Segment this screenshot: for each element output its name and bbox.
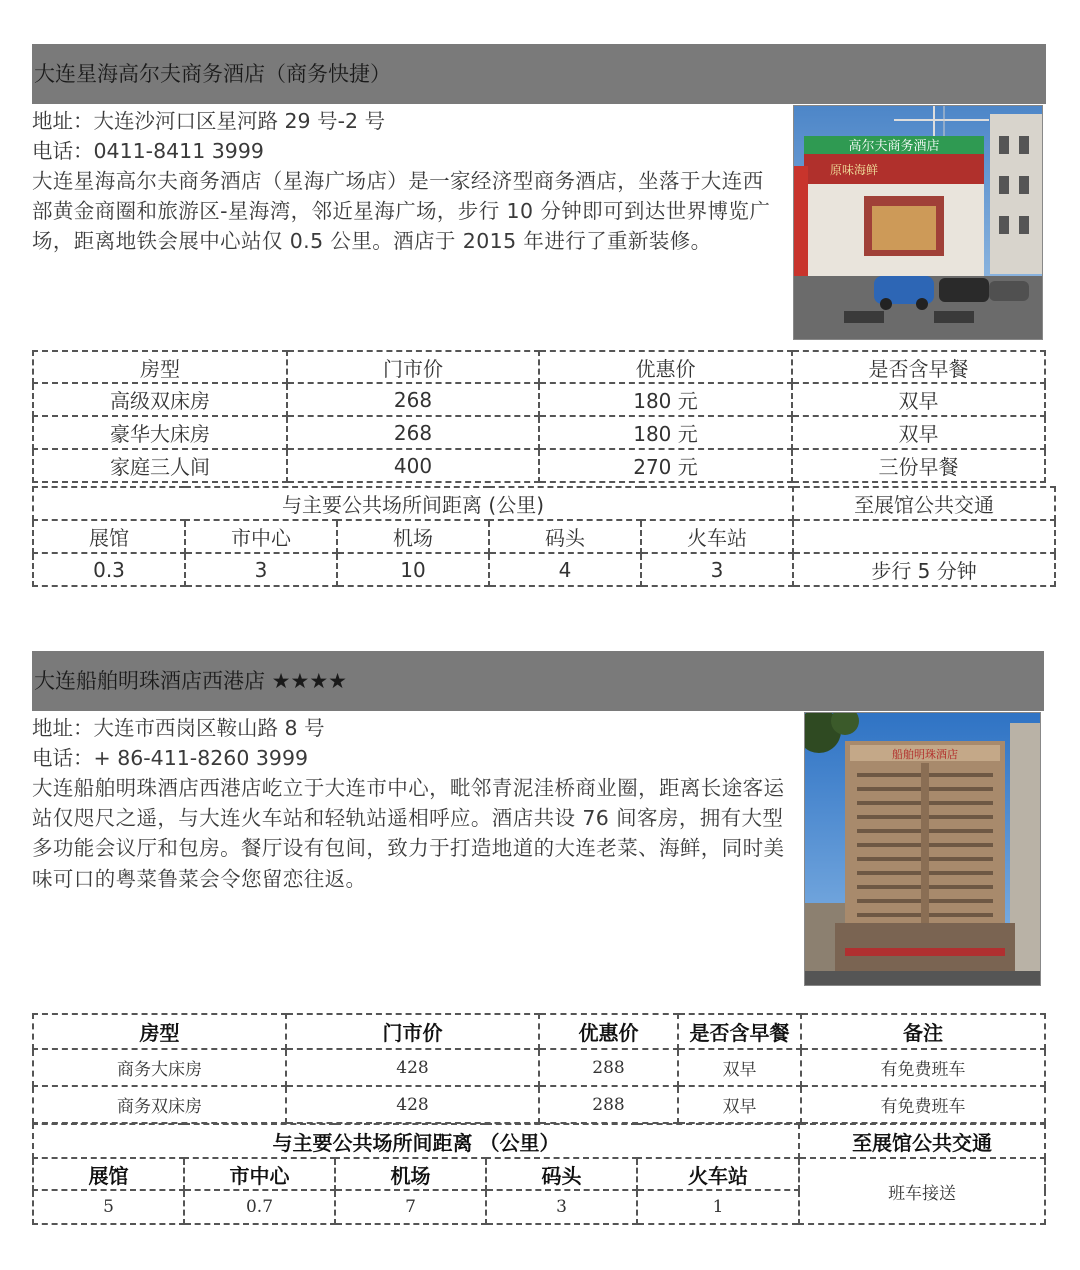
rack-rate: 400 — [287, 449, 539, 482]
hotel1-title: 大连星海高尔夫商务酒店（商务快捷） — [34, 62, 391, 86]
transport-value: 步行 5 分钟 — [793, 553, 1055, 586]
hotel2-room-header: 房型 — [33, 1014, 286, 1049]
distance-value: 0.3 — [33, 553, 185, 586]
distance-value: 3 — [185, 553, 337, 586]
breakfast: 双早 — [678, 1086, 801, 1123]
discount-rate: 270 元 — [539, 449, 792, 482]
hotel1-description: 大连星海高尔夫商务酒店（星海广场店）是一家经济型商务酒店，坐落于大连西部黄金商圈和旅游区-星海湾，邻近星海广场，步行 10 分钟即可到达世界博览广场，距离地铁会展中心站仅 0.5 公里。酒店于 2015 年进行了重新装修。 — [32, 169, 771, 254]
breakfast: 三份早餐 — [792, 449, 1045, 482]
table-row — [33, 553, 1055, 586]
discount-rate: 288 — [539, 1049, 678, 1086]
hotel2-title: 大连船舶明珠酒店西港店 ★★★★ — [34, 669, 347, 693]
breakfast: 双早 — [792, 383, 1045, 416]
hotel2-photo — [804, 712, 1041, 986]
hotel1-photo-sign2: 原味海鲜 — [829, 163, 879, 177]
hotel2-room-header: 是否含早餐 — [678, 1014, 801, 1049]
table-row — [33, 416, 1045, 449]
hotel2-rooms-table — [32, 1013, 1046, 1124]
hotel2-distance-title: 与主要公共场所间距离 （公里） — [33, 1124, 799, 1158]
distance-value: 3 — [641, 553, 793, 586]
empty-cell — [793, 520, 1055, 553]
distance-header: 市中心 — [185, 520, 337, 553]
discount-rate: 288 — [539, 1086, 678, 1123]
hotel1-info — [32, 106, 780, 257]
distance-value: 7 — [335, 1190, 486, 1224]
distance-value: 5 — [33, 1190, 184, 1224]
breakfast: 双早 — [792, 416, 1045, 449]
table-row — [33, 1086, 1045, 1123]
hotel2-room-header: 备注 — [801, 1014, 1045, 1049]
hotel2-info — [32, 713, 787, 894]
transport-value: 班车接送 — [799, 1158, 1045, 1224]
distance-header: 市中心 — [184, 1158, 335, 1190]
distance-value: 4 — [489, 553, 641, 586]
distance-header: 展馆 — [33, 520, 185, 553]
hotel1-title-bar — [32, 44, 1046, 104]
hotel2-distance-table — [32, 1123, 1046, 1225]
distance-value: 0.7 — [184, 1190, 335, 1224]
discount-rate: 180 元 — [539, 383, 792, 416]
hotel1-rooms-table — [32, 350, 1046, 483]
hotel1-phone: 电话：0411-8411 3999 — [32, 139, 264, 163]
hotel1-room-header: 优惠价 — [539, 351, 792, 383]
distance-header: 码头 — [486, 1158, 637, 1190]
table-row — [33, 449, 1045, 482]
hotel1-room-header: 门市价 — [287, 351, 539, 383]
hotel1-distance-table — [32, 486, 1056, 587]
table-row — [33, 383, 1045, 416]
remark: 有免费班车 — [801, 1049, 1045, 1086]
distance-header: 展馆 — [33, 1158, 184, 1190]
room-type: 商务大床房 — [33, 1049, 286, 1086]
distance-value: 10 — [337, 553, 489, 586]
hotel1-room-header: 房型 — [33, 351, 287, 383]
distance-header: 火车站 — [641, 520, 793, 553]
rack-rate: 268 — [287, 383, 539, 416]
table-row — [33, 1049, 1045, 1086]
hotel1-distance-title: 与主要公共场所间距离 (公里) — [33, 487, 793, 520]
hotel2-room-header: 门市价 — [286, 1014, 539, 1049]
hotel1-transport-title: 至展馆公共交通 — [793, 487, 1055, 520]
room-type: 家庭三人间 — [33, 449, 287, 482]
distance-header: 机场 — [337, 520, 489, 553]
hotel2-description: 大连船舶明珠酒店西港店屹立于大连市中心，毗邻青泥洼桥商业圈，距离长途客运站仅咫尺之遥，与大连火车站和轻轨站遥相呼应。酒店共设 76 间客房，拥有大型多功能会议厅和包房。餐厅设有包间，致力于打造地道的大连老菜、海鲜，同时美味可口的粤菜鲁菜会令您留恋往返。 — [32, 776, 785, 891]
hotel2-photo-sign: 船舶明珠酒店 — [892, 748, 958, 761]
remark: 有免费班车 — [801, 1086, 1045, 1123]
hotel1-photo-sign: 高尔夫商务酒店 — [848, 139, 940, 154]
hotel2-transport-title: 至展馆公共交通 — [799, 1124, 1045, 1158]
distance-value: 3 — [486, 1190, 637, 1224]
rack-rate: 428 — [286, 1049, 539, 1086]
distance-value: 1 — [637, 1190, 799, 1224]
hotel1-photo — [793, 105, 1043, 340]
rack-rate: 268 — [287, 416, 539, 449]
hotel1-address: 地址：大连沙河口区星河路 29 号-2 号 — [32, 109, 386, 133]
hotel2-title-bar — [32, 651, 1044, 711]
room-type: 商务双床房 — [33, 1086, 286, 1123]
hotel2-address: 地址：大连市西岗区鞍山路 8 号 — [32, 716, 325, 740]
distance-header: 机场 — [335, 1158, 486, 1190]
hotel2-room-header: 优惠价 — [539, 1014, 678, 1049]
room-type: 豪华大床房 — [33, 416, 287, 449]
distance-header: 码头 — [489, 520, 641, 553]
room-type: 高级双床房 — [33, 383, 287, 416]
hotel1-room-header: 是否含早餐 — [792, 351, 1045, 383]
hotel2-phone: 电话：+ 86-411-8260 3999 — [32, 746, 309, 770]
discount-rate: 180 元 — [539, 416, 792, 449]
rack-rate: 428 — [286, 1086, 539, 1123]
distance-header: 火车站 — [637, 1158, 799, 1190]
breakfast: 双早 — [678, 1049, 801, 1086]
